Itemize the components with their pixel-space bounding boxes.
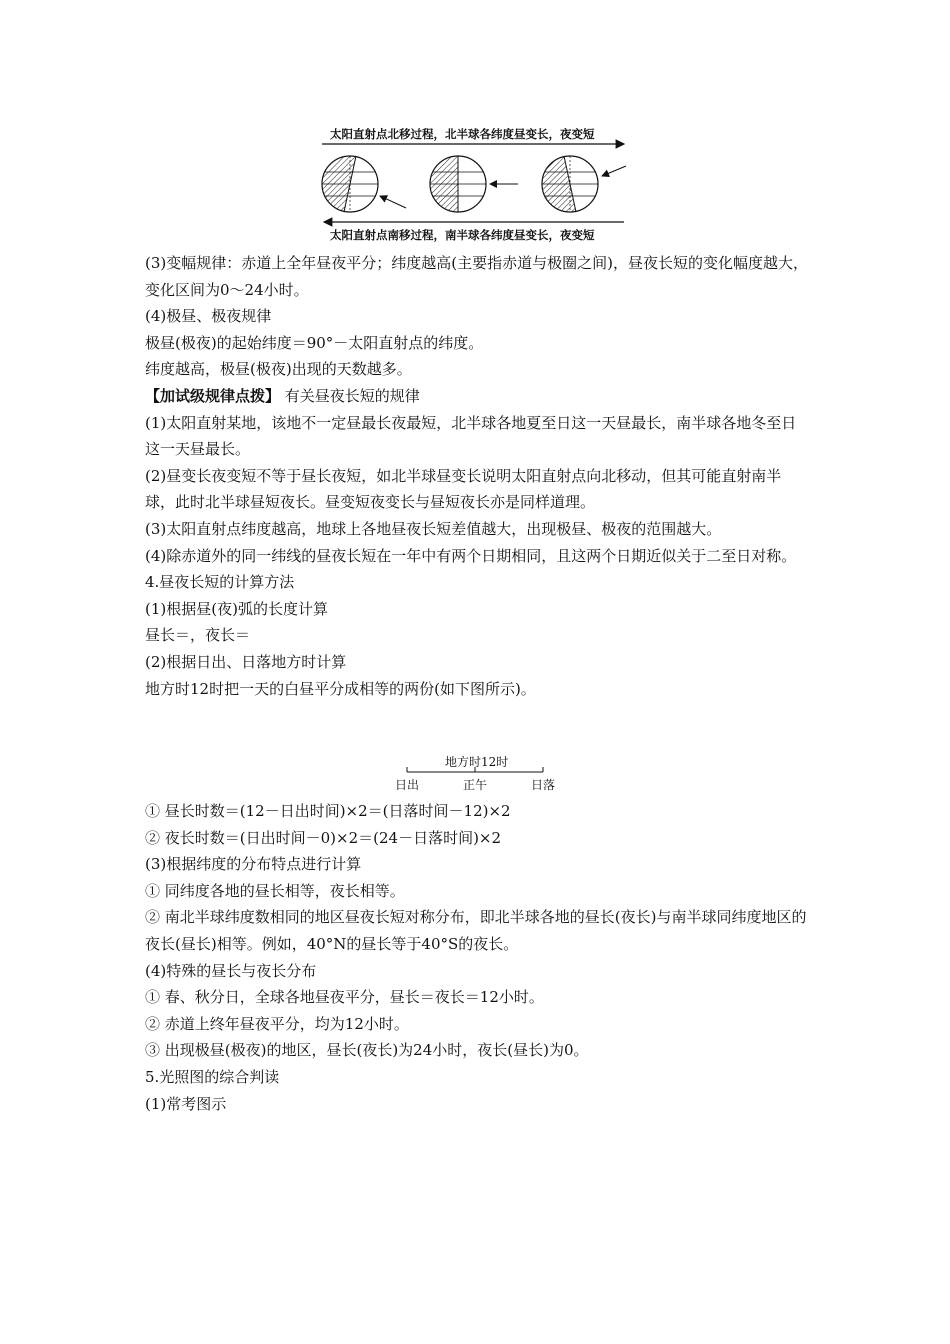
method-1-formula: 昼长＝，夜长＝: [145, 626, 251, 645]
noon-label: 正午: [463, 778, 488, 792]
method-4-heading: (4)特殊的昼长与夜长分布: [145, 961, 317, 980]
formula-day-length: ① 昼长时数＝(12－日出时间)×2＝(日落时间－12)×2: [145, 802, 511, 820]
tip-heading: [145, 383, 810, 410]
method-2-description: 地方时12时把一天的白昼平分成相等的两份(如下图所示)。: [145, 679, 536, 698]
section-5-item-1: (1)常考图示: [145, 1094, 227, 1113]
globe-3: [542, 156, 626, 212]
paragraph-polar-start-latitude: 极昼(极夜)的起始纬度＝90°－太阳直射点的纬度。: [145, 333, 484, 352]
method-4-item-2: ② 赤道上终年昼夜平分，均为12小时。: [145, 1014, 409, 1033]
daylight-shift-figure: [318, 120, 628, 245]
tip-item-3: (3)太阳直射点纬度越高，地球上各地昼夜长短差值越大，出现极昼、极夜的范围越大。: [145, 519, 722, 538]
tip-item-4: (4)除赤道外的同一纬线的昼夜长短在一年中有两个日期相同，且这两个日期近似关于二至日对称。: [145, 546, 797, 565]
caption-south-shift: 太阳直射点南移过程，南半球各纬度昼变长，夜变短: [330, 228, 595, 242]
tip-label: 【加试级规律点拨】: [145, 386, 281, 405]
section-5-heading: 5.光照图的综合判读: [145, 1067, 280, 1086]
local-time-label: 地方时12时: [445, 755, 509, 769]
local-time-diagram: [395, 752, 565, 794]
tip-title: 有关昼夜长短的规律: [284, 386, 420, 405]
section-4-heading: 4.昼夜长短的计算方法: [145, 573, 295, 592]
paragraph-amplitude-rule: (3)变幅规律：赤道上全年昼夜平分；纬度越高(主要指赤道与极圈之间)，昼夜长短的变化幅度越大，变化区间为0～24小时。: [145, 254, 808, 299]
tip-item-2: (2)昼变长夜变短不等于昼长夜短，如北半球昼变长说明太阳直射点向北移动，但其可能直射南半球，此时北半球昼短夜长。昼变短夜变长与昼短夜长亦是同样道理。: [145, 466, 782, 512]
method-4-item-3: ③ 出现极昼(极夜)的地区，昼长(夜长)为24小时，夜长(昼长)为0。: [145, 1041, 589, 1060]
method-1-heading: (1)根据昼(夜)弧的长度计算: [145, 599, 328, 618]
formula-night-length: ② 夜长时数＝(日出时间－0)×2＝(24－日落时间)×2: [145, 828, 502, 847]
body-text-1: [145, 250, 810, 702]
heading-polar-day-rule: (4)极昼、极夜规律: [145, 307, 272, 326]
tip-item-1: (1)太阳直射某地，该地不一定昼最长夜最短，北半球各地夏至日这一天昼最长，南半球各地冬至日这一天昼最长。: [145, 413, 797, 459]
sunrise-label: 日出: [395, 778, 420, 792]
method-3-heading: (3)根据纬度的分布特点进行计算: [145, 855, 362, 874]
method-4-item-1: ① 春、秋分日，全球各地昼夜平分，昼长＝夜长＝12小时。: [145, 988, 544, 1007]
sunset-label: 日落: [531, 778, 556, 792]
body-text-2: [145, 798, 810, 1117]
globe-1: [322, 156, 406, 212]
caption-north-shift: 太阳直射点北移过程，北半球各纬度昼变长，夜变短: [330, 127, 595, 141]
paragraph-polar-days: 纬度越高，极昼(极夜)出现的天数越多。: [145, 360, 412, 379]
method-3-item-2: ② 南北半球纬度数相同的地区昼夜长短对称分布，即北半球各地的昼长(夜长)与南半球同纬度地区的夜长(昼长)相等。例如，40°N的昼长等于40°S的夜长。: [145, 908, 807, 953]
method-2-heading: (2)根据日出、日落地方时计算: [145, 652, 347, 671]
method-3-item-1: ① 同纬度各地的昼长相等，夜长相等。: [145, 881, 405, 900]
globe-2: [430, 156, 518, 212]
